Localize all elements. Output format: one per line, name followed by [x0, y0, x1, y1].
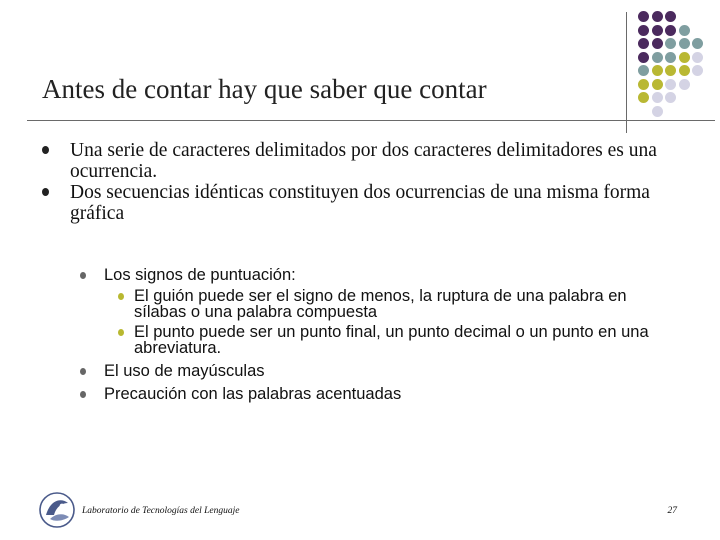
decorative-dot: [652, 106, 663, 117]
subsub-bullet-item: [118, 324, 660, 356]
subsub-bullet-list: [104, 288, 660, 356]
sub-bullet-item-accents: [80, 385, 660, 403]
decorative-dot: [638, 92, 649, 103]
main-bullet-list: [42, 140, 662, 224]
lab-logo-icon: [38, 491, 76, 529]
decorative-dot: [638, 52, 649, 63]
subsub-bullet-item: [118, 288, 660, 320]
main-bullet-item: [42, 182, 662, 224]
decorative-dot: [692, 52, 703, 63]
decorative-dot: [652, 38, 663, 49]
decorative-dot: [638, 38, 649, 49]
sub-bullet-item-punctuation: [80, 266, 660, 356]
page-number: 27: [667, 506, 677, 516]
decorative-dot: [679, 52, 690, 63]
decorative-dot: [679, 25, 690, 36]
slide-title: Antes de contar hay que saber que contar: [42, 74, 487, 104]
bullet-icon: [80, 272, 86, 279]
sub-bullet-text: Precaución con las palabras acentuadas: [104, 385, 402, 403]
decorative-dot: [652, 92, 663, 103]
decorative-dot: [665, 38, 676, 49]
decorative-dot: [665, 52, 676, 63]
subsub-bullet-text: El guión puede ser el signo de menos, la ruptura de una palabra en sílabas o una palabra compuesta: [134, 287, 627, 321]
subsub-bullet-text: El punto puede ser un punto final, un punto decimal o un punto en una abreviatura.: [134, 323, 649, 357]
title-divider-vertical: [626, 12, 627, 133]
decorative-dot: [665, 92, 676, 103]
decorative-dot: [638, 11, 649, 22]
decorative-dot: [665, 79, 676, 90]
main-bullet-text: Dos secuencias idénticas constituyen dos ocurrencias de una misma forma gráfica: [70, 182, 650, 224]
sub-bullet-item-uppercase: [80, 362, 660, 380]
decorative-dot: [679, 38, 690, 49]
decorative-dot: [665, 11, 676, 22]
decorative-dot: [665, 65, 676, 76]
main-bullet-text: Una serie de caracteres delimitados por dos caracteres delimitadores es una ocurrencia.: [70, 140, 657, 182]
title-divider-horizontal: [27, 120, 715, 121]
decorative-dot: [652, 11, 663, 22]
sub-bullet-text: El uso de mayúsculas: [104, 362, 265, 380]
bullet-icon: [42, 188, 49, 196]
bullet-icon: [80, 391, 86, 398]
decorative-dot: [692, 65, 703, 76]
decorative-dot: [638, 79, 649, 90]
bullet-icon: [118, 293, 124, 300]
decorative-dot: [652, 25, 663, 36]
main-bullet-item: [42, 140, 662, 182]
bullet-icon: [80, 368, 86, 375]
sub-bullet-list: [80, 266, 660, 409]
decorative-dot: [652, 52, 663, 63]
decorative-dot: [692, 38, 703, 49]
footer-lab-name: Laboratorio de Tecnologías del Lenguaje: [82, 506, 240, 516]
decorative-dot: [638, 65, 649, 76]
decorative-dot: [652, 79, 663, 90]
sub-bullet-text: Los signos de puntuación:: [104, 266, 296, 284]
bullet-icon: [118, 329, 124, 336]
decorative-dot: [679, 79, 690, 90]
decorative-dot: [665, 25, 676, 36]
decorative-dot: [652, 65, 663, 76]
decorative-dot: [638, 25, 649, 36]
bullet-icon: [42, 146, 49, 154]
decorative-dot: [679, 65, 690, 76]
